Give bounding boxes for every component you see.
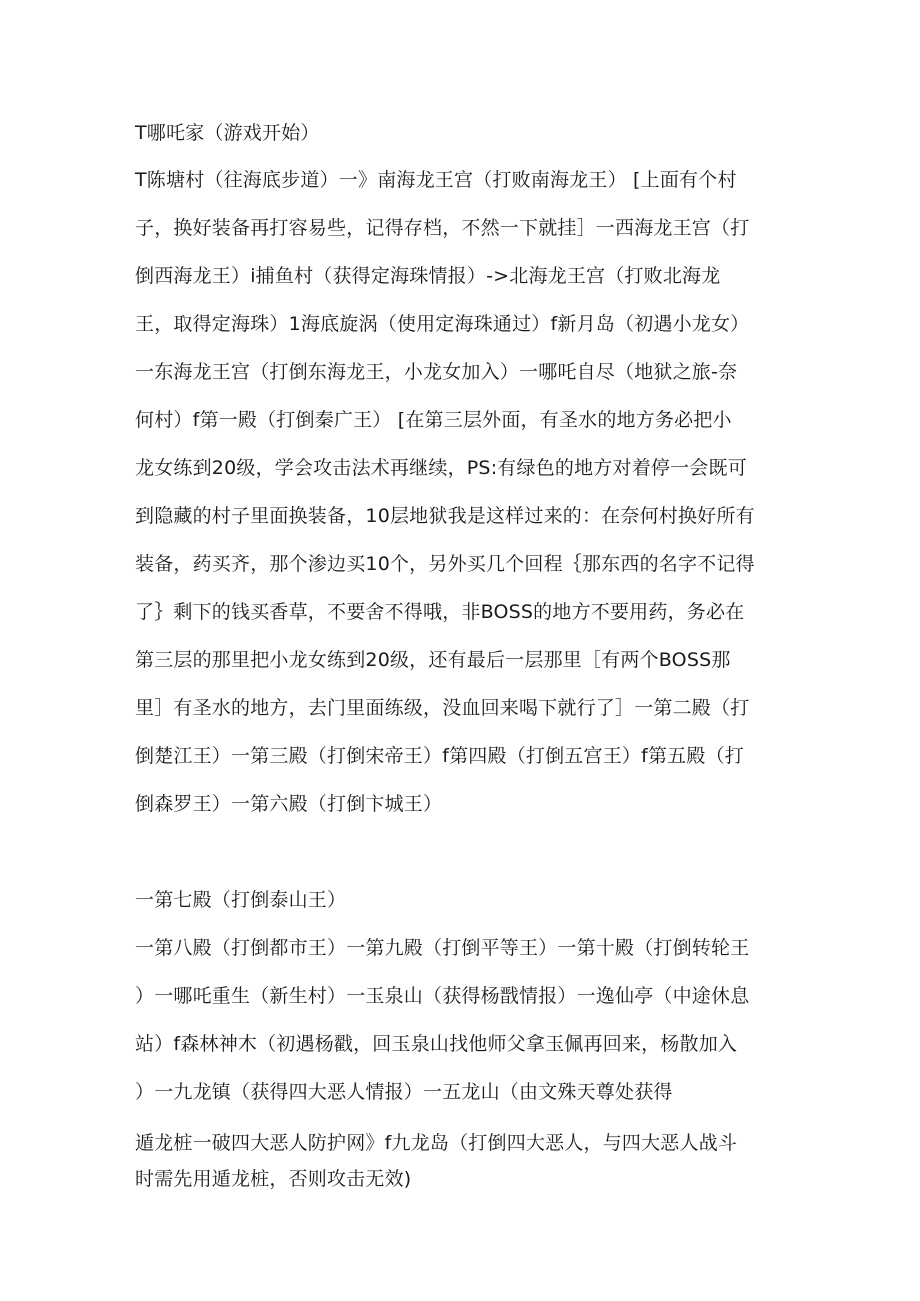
- text-line: 倒森罗王）一第六殿（打倒卞城王）: [135, 793, 443, 815]
- text-line: 遁龙桩一破四大恶人防护网》f九龙岛（打倒四大恶人，与四大恶人战斗: [135, 1132, 738, 1154]
- text-line: 装备，药买齐，那个渗边买10个，另外买几个回程｛那东西的名字不记得: [135, 553, 755, 575]
- text-line: 王，取得定海珠）1海底旋涡（使用定海珠通过）f新月岛（初遇小龙女）: [135, 313, 750, 335]
- text-line: T哪吒家（游戏开始）: [135, 122, 320, 144]
- text-line: ）一九龙镇（获得四大恶人情报）一五龙山（由文殊天尊处获得: [135, 1081, 673, 1103]
- text-line: 一东海龙王宫（打倒东海龙王，小龙女加入）一哪吒自尽（地狱之旅-奈: [135, 361, 738, 383]
- text-line: T陈塘村（往海底步道）一》南海龙王宫（打败南海龙王） [上面有个村: [135, 169, 737, 191]
- text-line: 一第七殿（打倒泰山王）: [135, 889, 347, 911]
- text-line: 倒西海龙王）i捕鱼村（获得定海珠情报）->北海龙王宫（打败北海龙: [135, 265, 721, 287]
- text-line: 倒楚江王）一第三殿（打倒宋帝王）f第四殿（打倒五宫王）f第五殿（打: [135, 745, 744, 767]
- text-line: 了｝剩下的钱买香草，不要舍不得哦，非BOSS的地方不要用药，务必在: [135, 601, 745, 623]
- text-line: 一第八殿（打倒都市王）一第九殿（打倒平等王）一第十殿（打倒转轮王: [135, 937, 750, 959]
- text-line: 第三层的那里把小龙女练到20级，还有最后一层那里［有两个BOSS那: [135, 649, 731, 671]
- text-line: ）一哪吒重生（新生村）一玉泉山（获得杨戬情报）一逸仙亭（中途休息: [135, 985, 750, 1007]
- text-line: 站）f森林神木（初遇杨戳，回玉泉山找他师父拿玉佩再回来，杨散加入: [135, 1033, 738, 1055]
- text-line: 到隐藏的村子里面换装备，10层地狱我是这样过来的：在奈何村换好所有: [135, 505, 755, 527]
- text-line: 子，换好装备再打容易些，记得存档，不然一下就挂］一西海龙王宫（打: [135, 217, 750, 239]
- text-line: 时需先用遁龙桩，否则攻击无效): [135, 1168, 412, 1190]
- text-line: 里］有圣水的地方，去门里面练级，没血回来喝下就行了］一第二殿（打: [135, 697, 750, 719]
- text-line: 龙女练到20级，学会攻击法术再继续，PS:有绿色的地方对着停一会既可: [135, 457, 747, 479]
- text-line: 何村）f第一殿（打倒秦广王） [在第三层外面，有圣水的地方务必把小: [135, 409, 732, 431]
